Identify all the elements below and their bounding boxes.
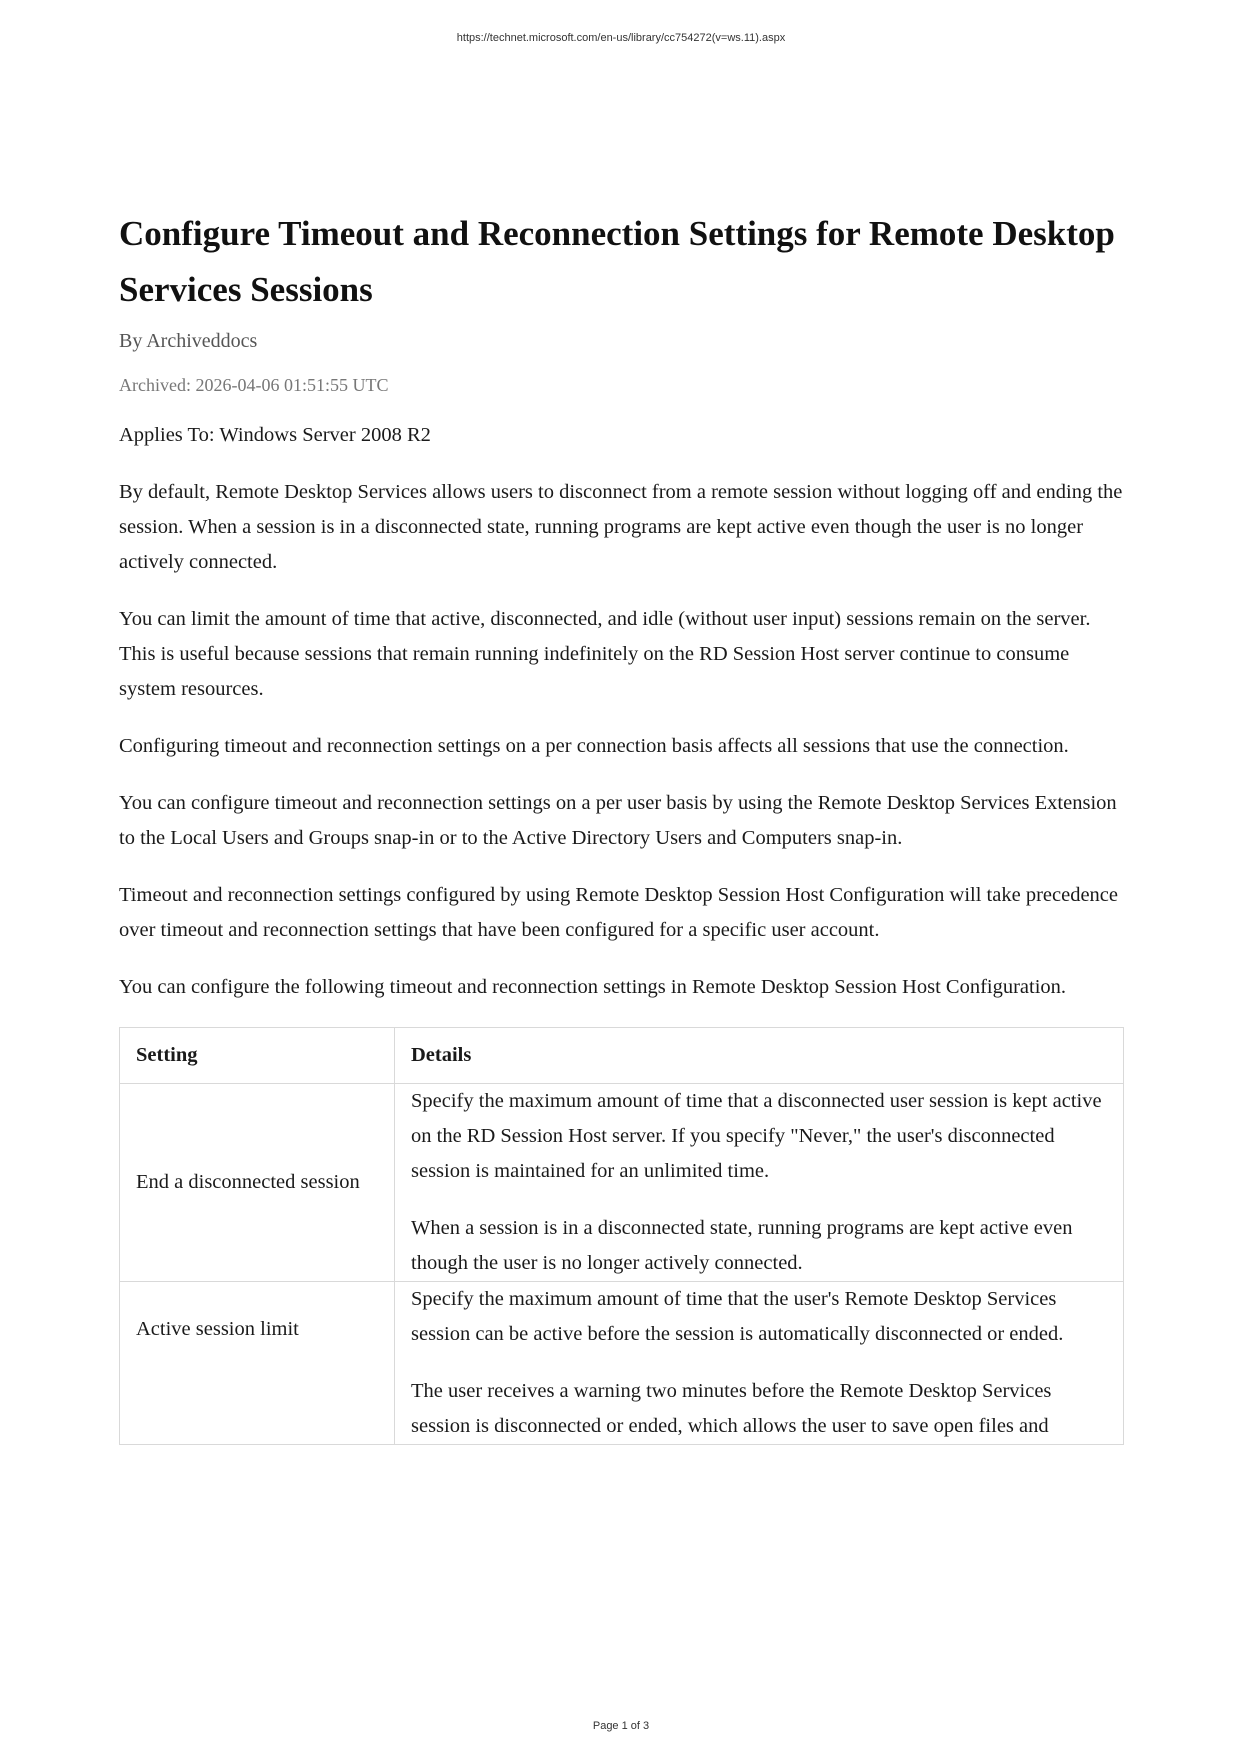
paragraph-limit-time: You can limit the amount of time that active, disconnected, and idle (without user input) sessions remain on the server. This is useful because sessions that remain running indefinitely on the RD Session Host server continue to consume system resources. (119, 608, 1091, 700)
header-setting: Setting (120, 1028, 395, 1084)
details-paragraph: Specify the maximum amount of time that the user's Remote Desktop Services session can be active before the session is automatically disconnected or ended. (411, 1288, 1064, 1345)
setting-name: End a disconnected session (120, 1084, 395, 1282)
header-details: Details (395, 1028, 1124, 1084)
details-paragraph: The user receives a warning two minutes before the Remote Desktop Services session is disconnected or ended, which allows the user to save open files and (411, 1380, 1052, 1437)
table-row (120, 1084, 1124, 1282)
paragraph-per-connection: Configuring timeout and reconnection settings on a per connection basis affects all sessions that use the connection. (119, 735, 1069, 757)
applies-to: Applies To: Windows Server 2008 R2 (119, 424, 431, 446)
table-header-row (120, 1028, 1124, 1084)
paragraph-precedence: Timeout and reconnection settings configured by using Remote Desktop Session Host Configuration will take precedence over timeout and reconnection settings that have been configured for a specific user account. (119, 884, 1118, 941)
setting-name: Active session limit (120, 1282, 395, 1445)
paragraph-default-behavior: By default, Remote Desktop Services allows users to disconnect from a remote session without logging off and ending the session. When a session is in a disconnected state, running programs are kept active even though the user is no longer actively connected. (119, 481, 1123, 573)
page-url: https://technet.microsoft.com/en-us/library/cc754272(v=ws.11).aspx (456, 32, 786, 44)
paragraph-per-user: You can configure timeout and reconnection settings on a per user basis by using the Remote Desktop Services Extension to the Local Users and Groups snap-in or to the Active Directory Users and Computers snap-in. (119, 792, 1117, 849)
article-content (119, 210, 1124, 1642)
table-row (120, 1282, 1124, 1445)
page-title: Configure Timeout and Reconnection Settings for Remote Desktop Services Sessions (119, 214, 1115, 309)
archived-timestamp: Archived: 2026-04-06 01:51:55 UTC (119, 375, 389, 395)
settings-table (119, 1027, 1124, 1445)
details-paragraph: Specify the maximum amount of time that a disconnected user session is kept active on the RD Session Host server. If you specify "Never," the user's disconnected session is maintained for an unlimited time. (411, 1090, 1102, 1182)
paragraph-table-intro: You can configure the following timeout and reconnection settings in Remote Desktop Session Host Configuration. (119, 976, 1067, 998)
page-number: Page 1 of 3 (592, 1720, 650, 1732)
author-byline: By Archiveddocs (119, 330, 258, 352)
details-paragraph: When a session is in a disconnected state, running programs are kept active even though the user is no longer actively connected. (411, 1217, 1073, 1274)
setting-details (395, 1282, 1124, 1445)
setting-details (395, 1084, 1124, 1282)
